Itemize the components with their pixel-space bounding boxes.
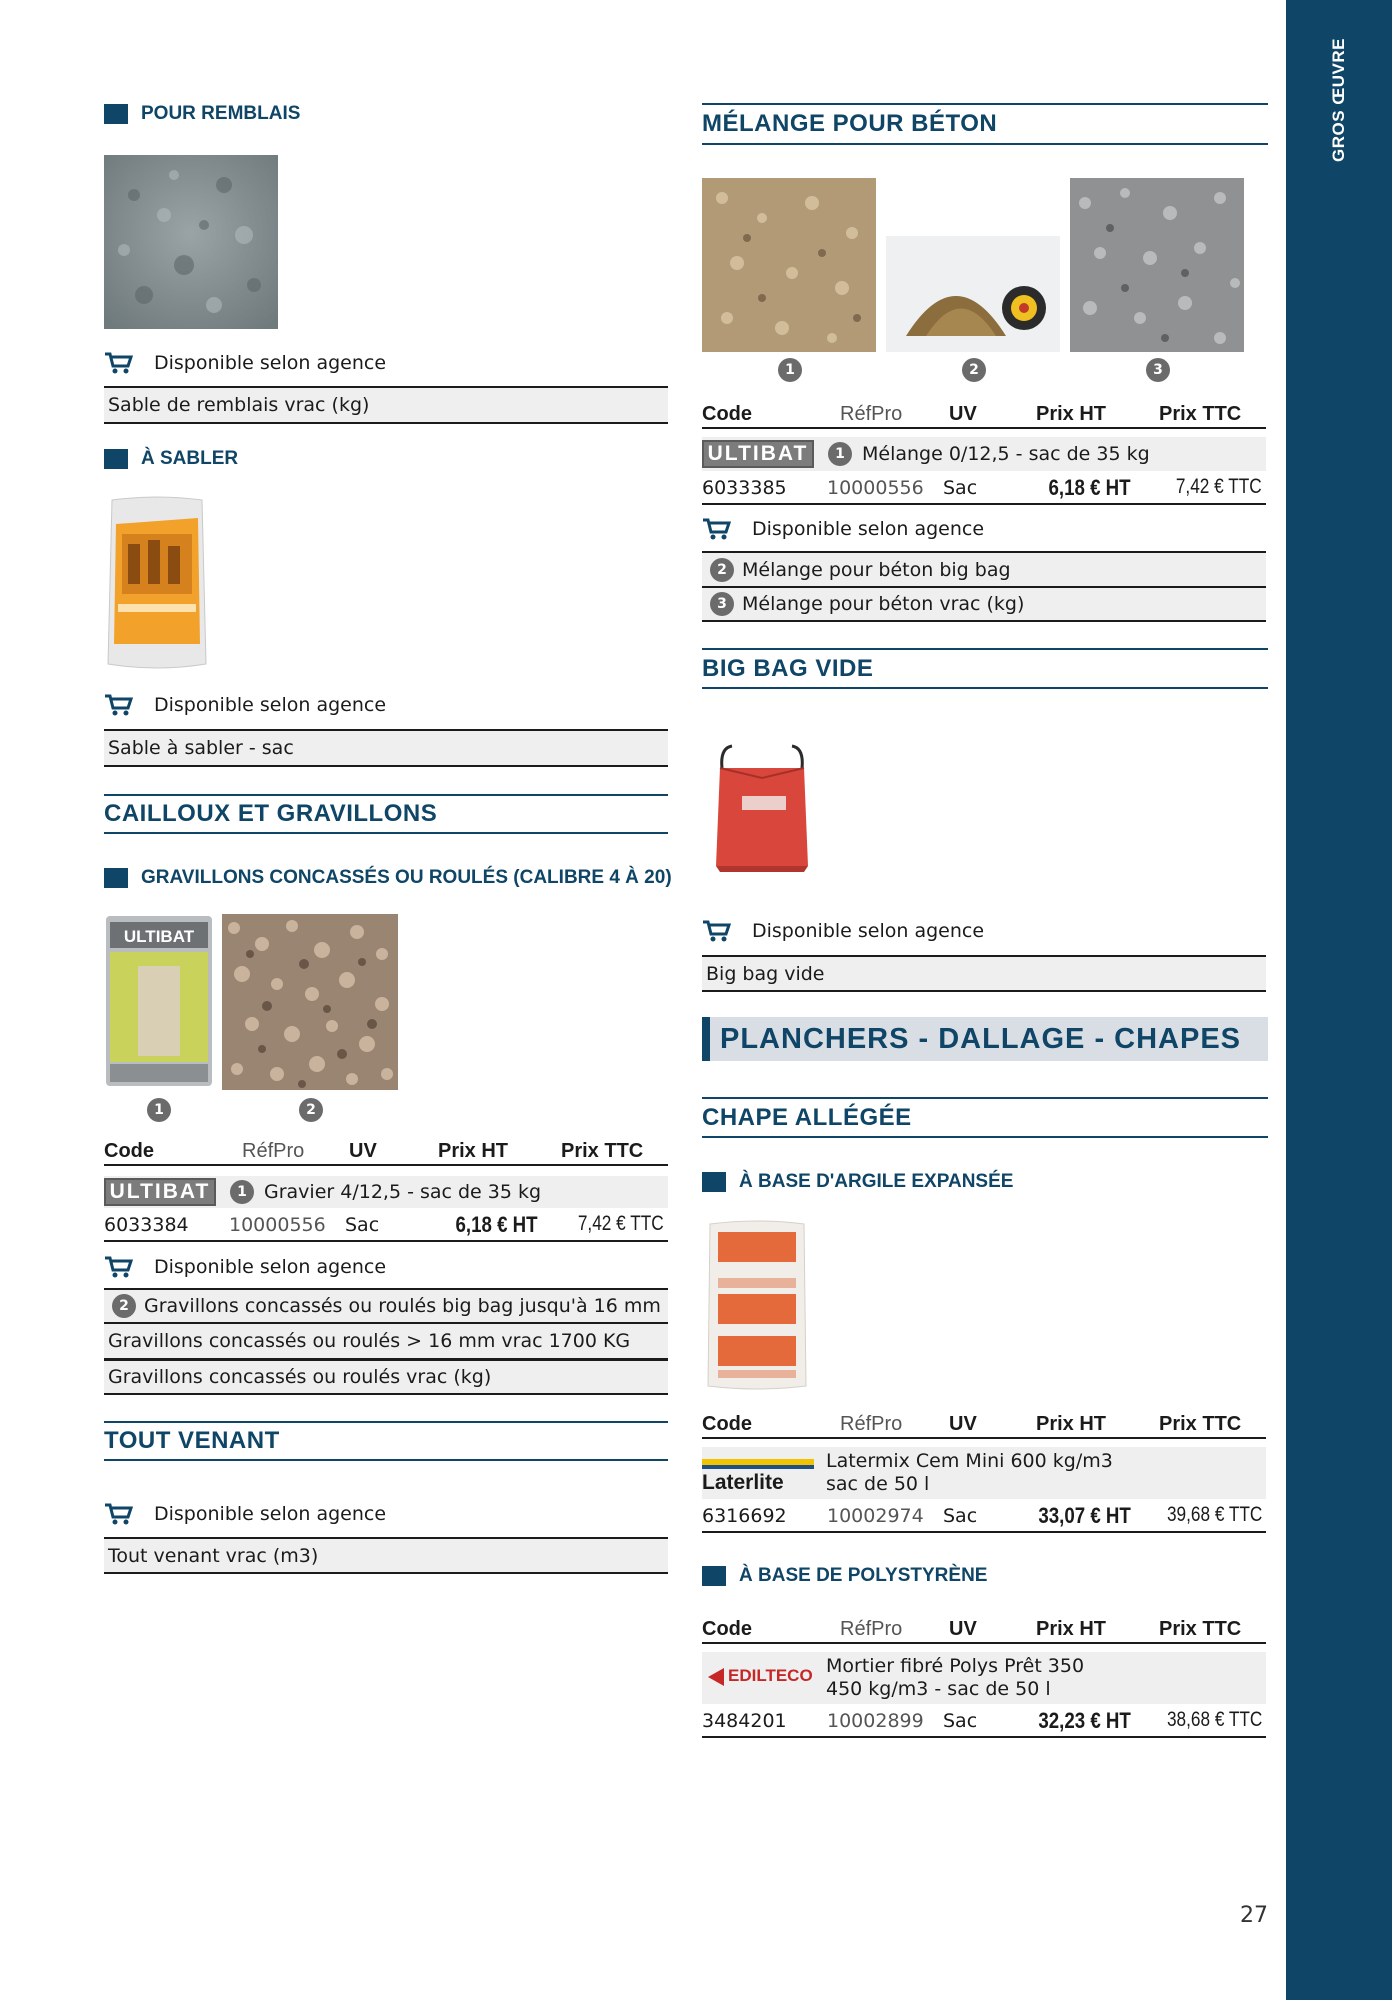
product-code: 6033384 — [104, 1214, 189, 1236]
polystyrene-subheading-text: À BASE DE POLYSTYRÈNE — [739, 1565, 988, 1586]
product-name: Mélange pour béton big bag — [742, 558, 1011, 581]
product-number: 2 — [710, 558, 734, 582]
product-row — [104, 386, 668, 424]
product-code: 6316692 — [702, 1505, 787, 1527]
header-prix-ht: Prix HT — [438, 1140, 509, 1162]
svg-text:ULTIBAT: ULTIBAT — [123, 927, 195, 946]
remblais-heading — [104, 102, 300, 126]
product-prix-ht: 6,18 € HT — [455, 1212, 538, 1237]
product-desc-row — [104, 1176, 668, 1208]
product-desc-row — [702, 437, 1266, 471]
product-row — [104, 729, 668, 767]
heading-square — [104, 104, 128, 124]
product-name-line1: Latermix Cem Mini 600 kg/m3 — [826, 1450, 1113, 1472]
product-values-row — [104, 1210, 668, 1242]
sable-sabler-bag-image — [104, 494, 210, 672]
product-prix-ttc: 39,68 € TTC — [1166, 1503, 1262, 1526]
product-name-line2: 450 kg/m3 - sac de 50 l — [826, 1678, 1051, 1700]
product-row — [104, 1359, 668, 1395]
argile-subheading-text: À BASE D'ARGILE EXPANSÉE — [739, 1171, 1014, 1192]
header-prix-ttc: Prix TTC — [1159, 1413, 1242, 1435]
header-prix-ht: Prix HT — [1036, 1413, 1107, 1435]
cart-icon — [104, 693, 134, 717]
header-code: Code — [702, 1618, 752, 1640]
laterlite-logo — [702, 1447, 816, 1499]
bigbag-availability — [702, 918, 984, 944]
product-name: Big bag vide — [706, 962, 825, 985]
header-code: Code — [702, 1413, 752, 1435]
header-prix-ht: Prix HT — [1036, 403, 1107, 425]
melange-3-image — [1070, 178, 1244, 352]
cailloux-heading-text: CAILLOUX ET GRAVILLONS — [104, 800, 438, 827]
product-refpro: 10002974 — [827, 1505, 924, 1527]
product-name: Tout venant vrac (m3) — [108, 1544, 319, 1567]
product-name: Sable à sabler - sac — [108, 737, 294, 759]
availability-text: Disponible selon agence — [154, 352, 387, 374]
header-refpro: RéfPro — [840, 403, 903, 425]
sable-remblais-image — [104, 155, 278, 329]
product-name: Gravillons concassés ou roulés > 16 mm vrac 1700 KG — [108, 1330, 631, 1352]
edilteco-logo-text: EDILTECO — [728, 1666, 813, 1685]
header-prix-ht: Prix HT — [1036, 1618, 1107, 1640]
table-header — [702, 403, 1266, 429]
bigbag-image — [712, 738, 812, 878]
image-number-2: 2 — [299, 1098, 323, 1122]
planchers-banner — [702, 1017, 1268, 1061]
melange-heading — [702, 103, 1268, 145]
product-number: 1 — [828, 442, 852, 466]
product-row — [702, 551, 1266, 588]
sabler-heading-text: À SABLER — [141, 448, 239, 469]
product-prix-ht: 6,18 € HT — [1048, 475, 1131, 500]
header-prix-ttc: Prix TTC — [1159, 1618, 1242, 1640]
tout-venant-heading — [104, 1421, 668, 1461]
product-uv: Sac — [943, 477, 978, 499]
heading-square — [104, 449, 128, 469]
product-row — [702, 586, 1266, 622]
melange-2-image — [886, 236, 1060, 352]
header-uv: UV — [949, 1618, 977, 1640]
cart-icon — [104, 351, 134, 375]
header-refpro: RéfPro — [840, 1413, 903, 1435]
header-refpro: RéfPro — [840, 1618, 903, 1640]
table-header — [702, 1618, 1266, 1644]
table-header — [702, 1413, 1266, 1439]
header-prix-ttc: Prix TTC — [1159, 403, 1242, 425]
header-uv: UV — [949, 1413, 977, 1435]
product-prix-ttc: 38,68 € TTC — [1166, 1708, 1262, 1731]
image-number-3: 3 — [1146, 358, 1170, 382]
heading-square — [702, 1172, 726, 1192]
remblais-availability — [104, 350, 386, 376]
cailloux-availability — [104, 1254, 386, 1280]
product-code: 3484201 — [702, 1710, 787, 1732]
product-number: 2 — [112, 1294, 136, 1318]
bigbag-heading — [702, 648, 1268, 689]
tout-venant-heading-text: TOUT VENANT — [104, 1427, 280, 1454]
cart-icon — [104, 1255, 134, 1279]
product-name: Sable de remblais vrac (kg) — [108, 394, 370, 416]
product-desc-row — [702, 1447, 1266, 1499]
chape-heading — [702, 1097, 1268, 1138]
page-number: 27 — [1240, 1903, 1268, 1928]
product-refpro: 10000556 — [229, 1214, 326, 1236]
availability-text: Disponible selon agence — [752, 920, 985, 942]
side-band — [1286, 0, 1392, 2000]
argile-subheading — [702, 1170, 1013, 1194]
product-name-line2: sac de 50 l — [826, 1473, 930, 1495]
product-number: 1 — [230, 1180, 254, 1204]
table-header — [104, 1140, 668, 1166]
availability-text: Disponible selon agence — [154, 1503, 387, 1525]
product-name: Mélange pour béton vrac (kg) — [742, 593, 1025, 615]
sabler-heading — [104, 447, 238, 471]
ultibat-logo: ULTIBAT — [702, 440, 814, 468]
product-values-row — [702, 1501, 1266, 1533]
gravillons-subheading — [104, 866, 672, 890]
product-code: 6033385 — [702, 477, 787, 499]
product-name: Mélange 0/12,5 - sac de 35 kg — [862, 443, 1150, 465]
image-number-1: 1 — [778, 358, 802, 382]
product-number: 3 — [710, 592, 734, 616]
product-row — [104, 1324, 668, 1360]
gravillons-image — [222, 914, 398, 1090]
header-uv: UV — [949, 403, 977, 425]
cart-icon — [702, 517, 732, 541]
gravier-bag-image — [104, 914, 214, 1088]
product-name-line1: Mortier fibré Polys Prêt 350 — [826, 1655, 1085, 1677]
laterlite-logo-text: Laterlite — [702, 1471, 784, 1494]
product-values-row — [702, 1706, 1266, 1738]
product-row — [702, 955, 1266, 992]
melange-availability — [702, 516, 984, 542]
polystyrene-subheading — [702, 1564, 987, 1588]
availability-text: Disponible selon agence — [752, 518, 985, 540]
product-prix-ht: 32,23 € HT — [1038, 1708, 1131, 1733]
header-refpro: RéfPro — [242, 1140, 305, 1162]
planchers-banner-text: PLANCHERS - DALLAGE - CHAPES — [720, 1022, 1242, 1055]
product-name: Gravillons concassés ou roulés vrac (kg) — [108, 1366, 492, 1388]
cart-icon — [702, 919, 732, 943]
product-uv: Sac — [943, 1505, 978, 1527]
edilteco-logo — [702, 1652, 816, 1704]
gravillons-subheading-text: GRAVILLONS CONCASSÉS OU ROULÉS (CALIBRE 4 À 20) — [141, 867, 672, 888]
header-code: Code — [104, 1140, 154, 1162]
image-number-1: 1 — [147, 1098, 171, 1122]
product-name: Gravier 4/12,5 - sac de 35 kg — [264, 1181, 542, 1203]
header-prix-ttc: Prix TTC — [561, 1140, 644, 1162]
product-prix-ht: 33,07 € HT — [1038, 1503, 1131, 1528]
edilteco-mark-icon — [706, 1666, 726, 1688]
tout-venant-availability — [104, 1501, 386, 1527]
product-prix-ttc: 7,42 € TTC — [578, 1212, 664, 1235]
product-values-row — [702, 473, 1266, 505]
latermix-bag-image — [704, 1218, 810, 1392]
product-refpro: 10002899 — [827, 1710, 924, 1732]
product-uv: Sac — [943, 1710, 978, 1732]
side-tab-label: GROS ŒUVRE — [1329, 37, 1348, 163]
product-refpro: 10000556 — [827, 477, 924, 499]
availability-text: Disponible selon agence — [154, 694, 387, 716]
image-number-2: 2 — [962, 358, 986, 382]
product-name: Gravillons concassés ou roulés big bag jusqu'à 16 mm — [144, 1295, 661, 1317]
product-row — [104, 1288, 668, 1324]
bigbag-heading-text: BIG BAG VIDE — [702, 654, 874, 682]
sabler-availability — [104, 692, 386, 718]
heading-square — [702, 1566, 726, 1586]
remblais-heading-text: POUR REMBLAIS — [141, 103, 301, 124]
product-row — [104, 1537, 668, 1574]
cailloux-heading — [104, 794, 668, 834]
cart-icon — [104, 1502, 134, 1526]
header-code: Code — [702, 403, 752, 425]
melange-heading-text: MÉLANGE POUR BÉTON — [702, 110, 998, 137]
product-uv: Sac — [345, 1214, 380, 1236]
ultibat-logo: ULTIBAT — [104, 1178, 216, 1206]
melange-1-image — [702, 178, 876, 352]
product-desc-row — [702, 1652, 1266, 1704]
product-prix-ttc: 7,42 € TTC — [1176, 475, 1262, 498]
heading-square — [104, 868, 128, 888]
chape-heading-text: CHAPE ALLÉGÉE — [702, 1103, 912, 1131]
header-uv: UV — [349, 1140, 377, 1162]
availability-text: Disponible selon agence — [154, 1256, 387, 1278]
